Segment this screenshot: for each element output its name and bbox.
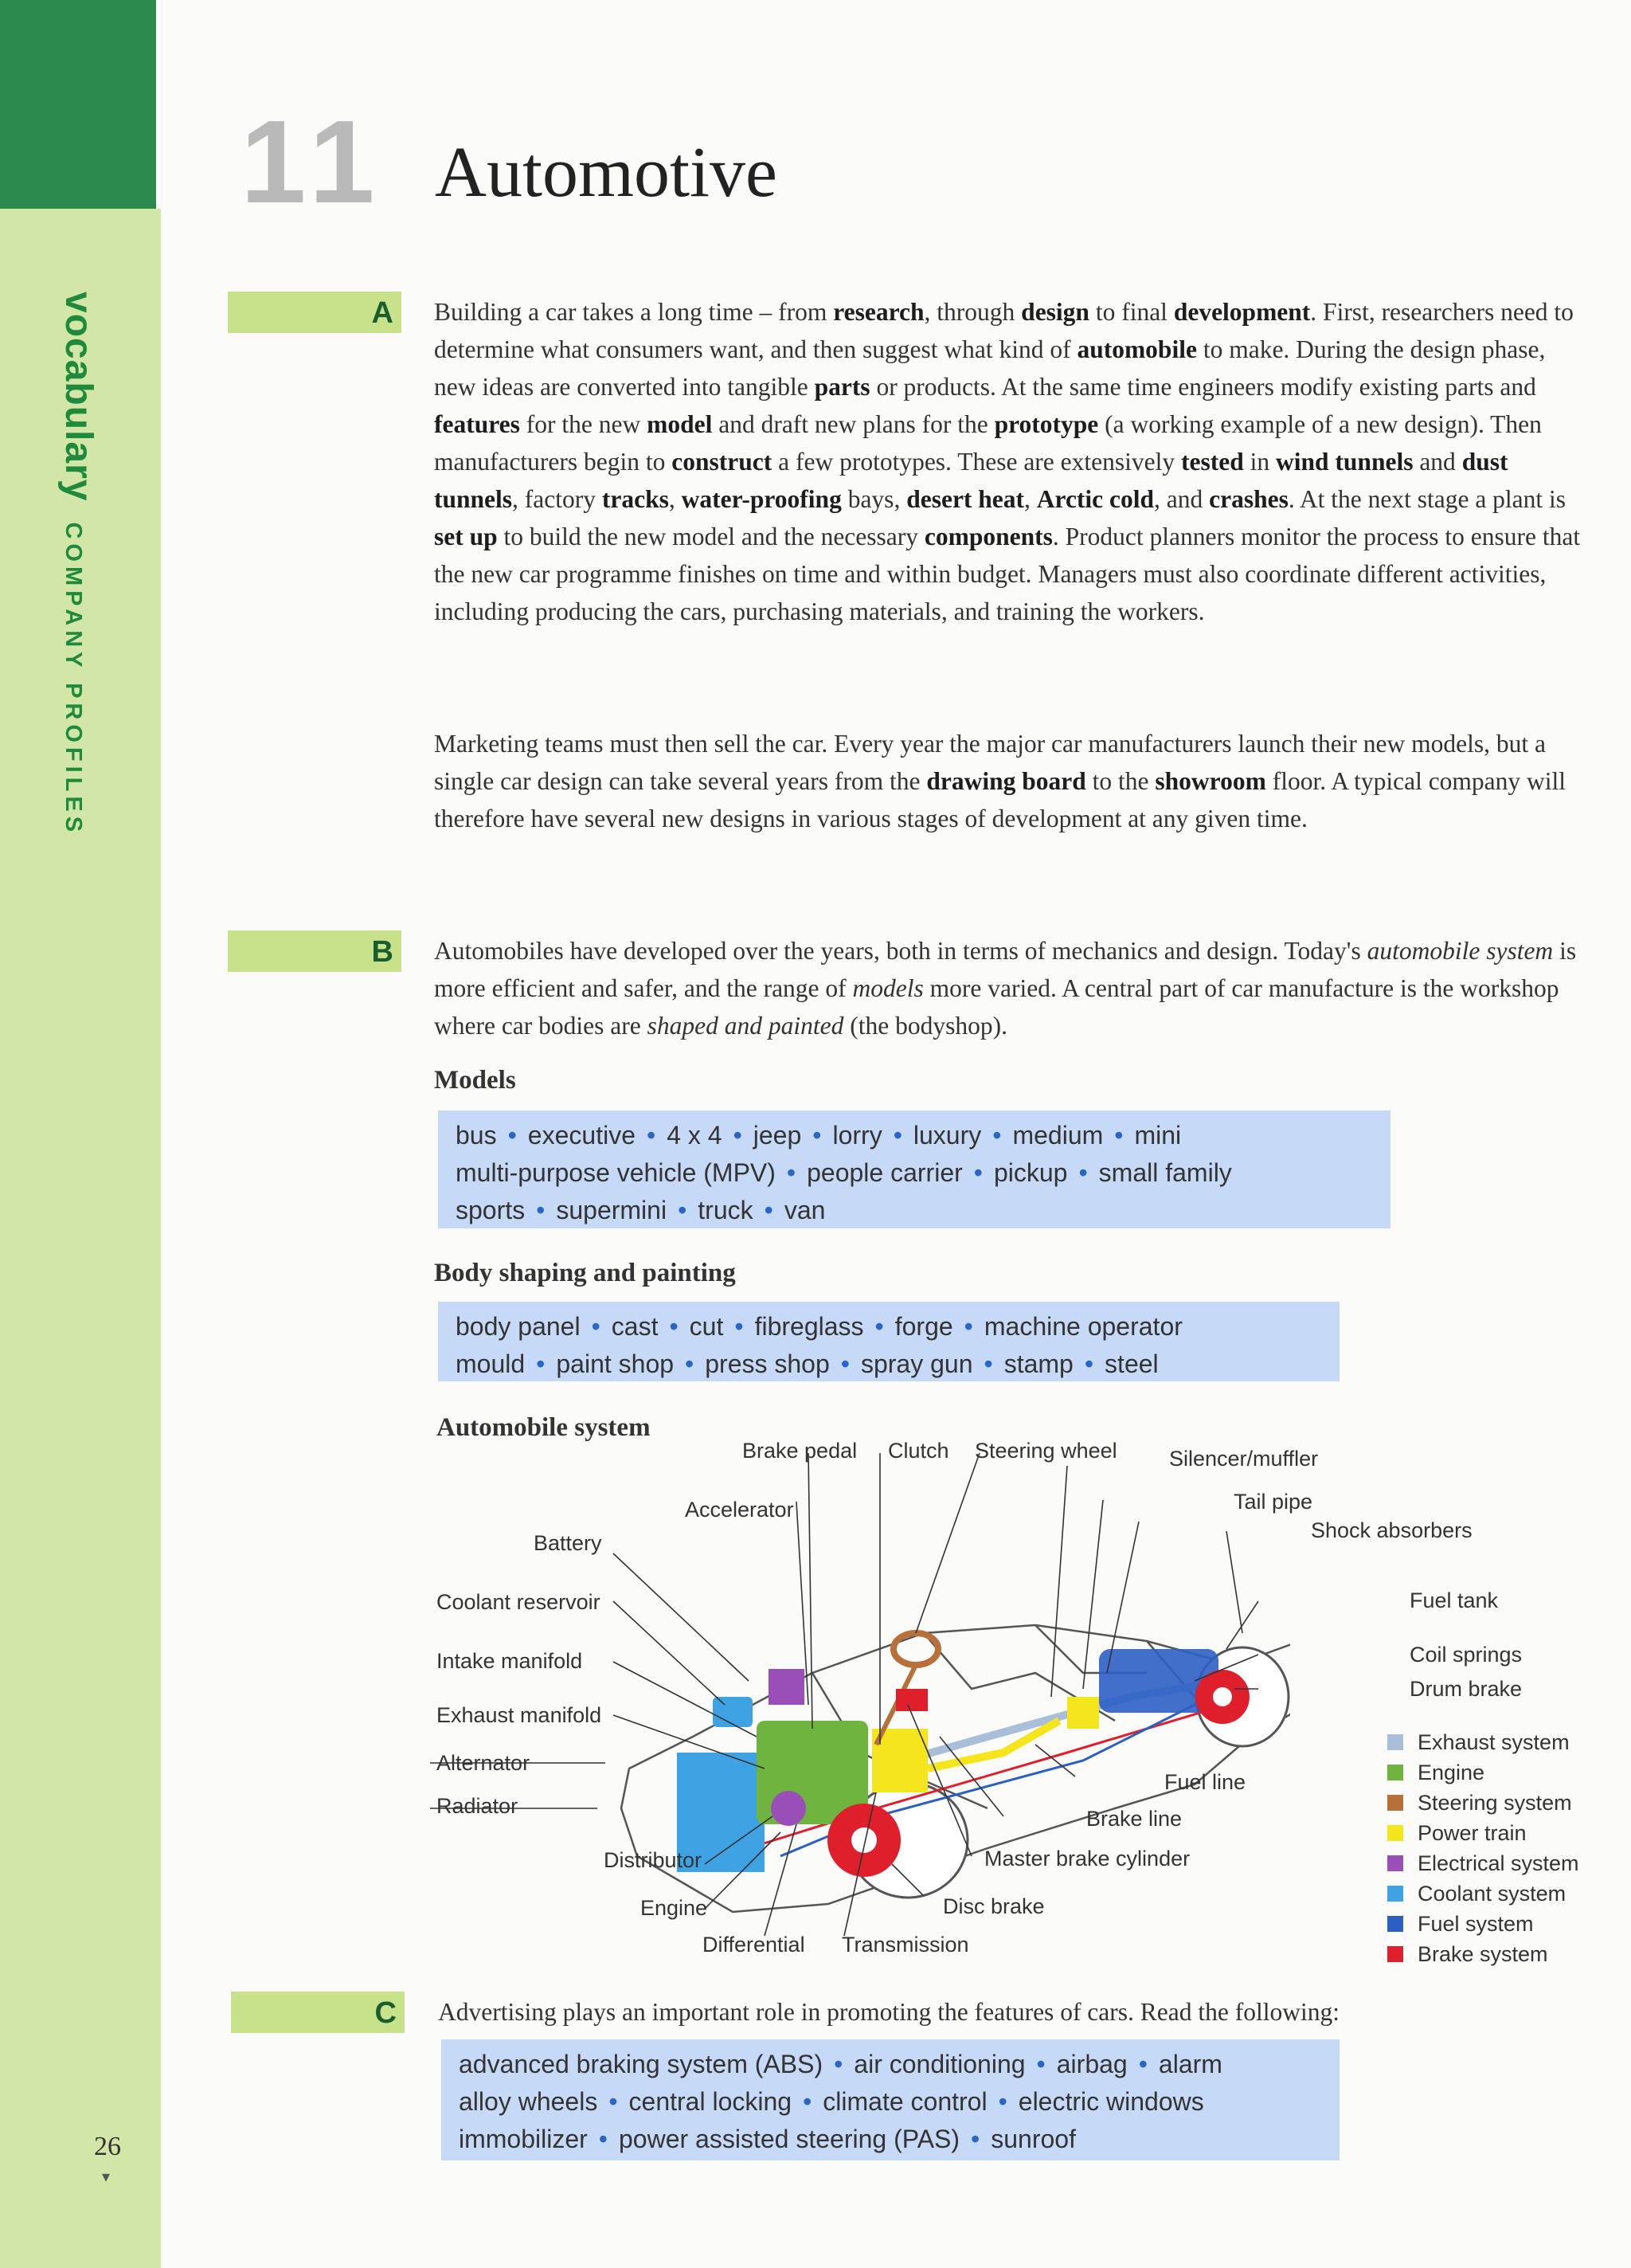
label-clutch: Clutch [888, 1439, 949, 1463]
vocab-term: alarm [1158, 2050, 1222, 2078]
bold-term: desert heat [906, 485, 1025, 513]
bold-term: tested [1181, 448, 1244, 476]
bullet-icon: • [992, 1121, 1002, 1150]
vocab-term: electric windows [1018, 2087, 1204, 2116]
vocab-line [459, 2083, 1322, 2121]
label-disc-brake: Disc brake [943, 1894, 1045, 1918]
paragraph-text: , [668, 485, 682, 513]
paragraph-text: bays, [841, 485, 907, 513]
label-coil-springs: Coil springs [1410, 1643, 1523, 1667]
page-mark-icon: ▾ [102, 2168, 111, 2186]
paragraph-text: is more efficient and safer, and the range of [434, 937, 1577, 1002]
unit-number: 11 [241, 96, 385, 228]
legend-item [1387, 1727, 1579, 1757]
alternator-shape [771, 1791, 806, 1826]
label-brake-line: Brake line [1086, 1807, 1183, 1831]
vocab-term: press shop [705, 1349, 830, 1378]
paragraph-text: (the bodyshop). [843, 1012, 1007, 1040]
bold-term: design [1021, 298, 1089, 326]
bullet-icon: • [1114, 1121, 1124, 1150]
bold-term: drawing board [926, 767, 1086, 795]
vocab-term: lorry [832, 1121, 882, 1150]
bullet-icon: • [591, 1312, 600, 1341]
section-c-marker [231, 1992, 405, 2033]
label-alternator: Alternator [436, 1751, 530, 1775]
bullet-icon: • [973, 1158, 983, 1187]
label-master-brake-cylinder: Master brake cylinder [984, 1847, 1191, 1870]
bold-term: parts [814, 373, 870, 401]
bold-term: development [1173, 298, 1311, 326]
bold-term: features [434, 410, 520, 438]
bullet-icon: • [1036, 2050, 1046, 2078]
paragraph-text: for the new [519, 410, 647, 438]
bullet-icon: • [1138, 2050, 1148, 2078]
section-b-letter: B [371, 935, 393, 969]
section-b-marker [228, 930, 401, 972]
paragraph-text: in [1243, 448, 1276, 476]
label-battery: Battery [534, 1531, 602, 1555]
bold-term: wind tunnels [1276, 448, 1414, 476]
master-cylinder-shape [896, 1689, 928, 1711]
section-a-paragraph-1 [434, 293, 1581, 630]
vocab-term: people carrier [807, 1158, 963, 1187]
bold-term: model [647, 410, 713, 438]
label-differential: Differential [702, 1933, 805, 1957]
section-a-marker [228, 292, 401, 333]
label-radiator: Radiator [436, 1794, 518, 1818]
vocab-term: executive [527, 1121, 636, 1150]
bullet-icon: • [834, 2050, 843, 2078]
label-distributor: Distributor [604, 1848, 702, 1872]
label-brake-pedal: Brake pedal [742, 1439, 858, 1463]
vocab-term: medium [1012, 1121, 1104, 1150]
vocab-term: fibreglass [754, 1312, 864, 1341]
bullet-icon: • [971, 2125, 980, 2153]
bold-term: automobile [1077, 335, 1197, 363]
legend-swatch [1387, 1946, 1403, 1962]
bullet-icon: • [786, 1158, 796, 1187]
legend-swatch [1387, 1855, 1403, 1871]
vocab-term: advanced braking system (ABS) [459, 2050, 823, 2078]
bullet-icon: • [1084, 1349, 1094, 1378]
paragraph-text: to final [1089, 298, 1174, 326]
label-silencer-muffler: Silencer/muffler [1169, 1447, 1319, 1471]
label-fuel-line: Fuel line [1164, 1770, 1246, 1794]
vocab-term: mould [456, 1349, 526, 1378]
paragraph-text: to the [1085, 767, 1156, 795]
paragraph-text: . At the next stage a plant is [1288, 485, 1566, 513]
sidebar-section-name: COMPANY PROFILES [61, 522, 86, 837]
paragraph-text: to make. During the design phase, new ideas are converted into tangible [434, 335, 1546, 401]
vocab-term: steel [1105, 1349, 1159, 1378]
vocab-term: machine operator [984, 1312, 1183, 1341]
paragraph-text: . First, researchers need to determine what consumers want, and then suggest what kind of [434, 298, 1574, 363]
paragraph-text: Automobiles have developed over the years, both in terms of mechanics and design. Today's [434, 937, 1367, 965]
vocab-term: small family [1098, 1158, 1232, 1187]
bullet-icon: • [598, 2125, 608, 2153]
label-drum-brake: Drum brake [1410, 1677, 1523, 1701]
bold-term: research [833, 298, 925, 326]
legend-item [1387, 1878, 1579, 1909]
legend-item [1387, 1848, 1579, 1878]
section-c-intro: Advertising plays an important role in promoting the features of cars. Read the following: [438, 1998, 1340, 2026]
vocab-term: multi-purpose vehicle (MPV) [456, 1158, 776, 1187]
vocab-term: body panel [456, 1312, 581, 1341]
bullet-icon: • [964, 1312, 973, 1341]
automobile-system-heading: Automobile system [436, 1413, 651, 1442]
legend-item [1387, 1939, 1579, 1969]
bold-term: components [924, 523, 1053, 550]
legend-swatch [1387, 1765, 1403, 1780]
legend-label: Electrical system [1418, 1851, 1579, 1875]
bold-term: showroom [1155, 767, 1266, 795]
label-steering-wheel: Steering wheel [975, 1439, 1117, 1463]
bold-term: water-proofing [681, 485, 842, 513]
vocab-term: cast [611, 1312, 659, 1341]
italic-term: shaped and painted [647, 1012, 844, 1040]
vocab-line [456, 1192, 1373, 1229]
bullet-icon: • [812, 1121, 822, 1150]
vocab-term: van [784, 1196, 826, 1224]
bullet-icon: • [678, 1196, 687, 1224]
bullet-icon: • [1078, 1158, 1088, 1187]
paragraph-text: (a working example of a new design). Then manufacturers begin to [434, 410, 1542, 476]
sidebar-vocabulary: vocabulary [57, 292, 100, 502]
vocab-term: jeep [753, 1121, 802, 1150]
page-title: Automotive [435, 133, 777, 212]
legend-swatch [1387, 1886, 1403, 1902]
features-vocab-box [441, 2039, 1340, 2160]
vocab-term: sunroof [991, 2125, 1076, 2153]
legend-label: Power train [1418, 1820, 1527, 1845]
vocab-term: spray gun [860, 1349, 973, 1378]
vocab-term: sports [456, 1196, 526, 1224]
bullet-icon: • [608, 2087, 618, 2116]
label-shock-absorbers: Shock absorbers [1311, 1518, 1473, 1542]
vocab-line [456, 1346, 1322, 1383]
vocab-term: paint shop [556, 1349, 675, 1378]
vocab-term: luxury [913, 1121, 982, 1150]
section-c-letter: C [374, 1996, 397, 2030]
legend-item [1387, 1909, 1579, 1939]
label-exhaust-manifold: Exhaust manifold [436, 1703, 602, 1727]
paragraph-text: , and [1154, 485, 1210, 513]
bold-term: tracks [601, 485, 669, 513]
body-shaping-heading: Body shaping and painting [434, 1259, 736, 1287]
bullet-icon: • [734, 1312, 744, 1341]
vocab-term: alloy wheels [459, 2087, 598, 2116]
label-fuel-tank: Fuel tank [1410, 1588, 1499, 1612]
bullet-icon: • [536, 1196, 546, 1224]
legend-label: Engine [1418, 1760, 1485, 1784]
bold-term: crashes [1209, 485, 1289, 513]
paragraph-text: to build the new model and the necessary [497, 523, 925, 550]
bullet-icon: • [803, 2087, 812, 2116]
vocab-term: 4 x 4 [667, 1121, 722, 1150]
legend-label: Brake system [1418, 1941, 1548, 1966]
bullet-icon: • [984, 1349, 993, 1378]
bullet-icon: • [646, 1121, 656, 1150]
bold-term: Arctic cold [1036, 485, 1155, 513]
bullet-icon: • [998, 2087, 1007, 2116]
vocab-term: supermini [556, 1196, 667, 1224]
bullet-icon: • [764, 1196, 773, 1224]
vocab-line [456, 1117, 1373, 1154]
legend-label: Exhaust system [1418, 1729, 1570, 1754]
legend-swatch [1387, 1825, 1403, 1841]
system-legend [1387, 1727, 1579, 1969]
paragraph-text: and draft new plans for the [712, 410, 995, 438]
vocab-term: central locking [628, 2087, 792, 2116]
legend-swatch [1387, 1734, 1403, 1750]
vocab-term: truck [698, 1196, 753, 1224]
differential-shape [1067, 1697, 1099, 1729]
vocab-line [459, 2121, 1322, 2158]
vocab-term: airbag [1056, 2050, 1128, 2078]
paragraph-text: or products. At the same time engineers modify existing parts and [870, 373, 1536, 401]
bullet-icon: • [874, 1312, 884, 1341]
paragraph-text: floor. A typical company will therefore have several new designs in various stages of development at any given time. [434, 767, 1566, 832]
models-vocab-box [438, 1110, 1390, 1228]
paragraph-text: , factory [512, 485, 602, 513]
paragraph-text: a few prototypes. These are extensively [772, 448, 1181, 476]
vocab-term: climate control [823, 2087, 988, 2116]
disc-brake-hub [851, 1827, 877, 1853]
legend-swatch [1387, 1795, 1403, 1811]
vocab-term: air conditioning [854, 2050, 1026, 2078]
legend-label: Coolant system [1418, 1881, 1566, 1906]
sidebar-label [57, 292, 100, 836]
vocab-term: stamp [1003, 1349, 1074, 1378]
label-accelerator: Accelerator [685, 1498, 794, 1522]
legend-label: Fuel system [1418, 1911, 1534, 1936]
paragraph-text: , through [924, 298, 1022, 326]
coolant-reservoir-shape [713, 1697, 753, 1727]
bold-term: prototype [994, 410, 1099, 438]
label-transmission: Transmission [842, 1933, 969, 1957]
paragraph-text: more varied. A central part of car manufacture is the workshop where car bodies are [434, 974, 1559, 1040]
bullet-icon: • [536, 1349, 546, 1378]
vocab-term: power assisted steering (PAS) [619, 2125, 960, 2153]
legend-item [1387, 1757, 1579, 1788]
italic-term: automobile system [1367, 937, 1554, 965]
bullet-icon: • [685, 1349, 694, 1378]
section-b-intro [434, 932, 1581, 1044]
legend-item [1387, 1788, 1579, 1818]
bullet-icon: • [507, 1121, 517, 1150]
body-shaping-vocab-box [438, 1302, 1340, 1381]
label-tail-pipe-page: Tail pipe [1234, 1490, 1313, 1514]
bold-term: construct [671, 448, 772, 476]
vocab-term: immobilizer [459, 2125, 588, 2153]
battery-shape [769, 1669, 804, 1705]
vocab-term: pickup [993, 1158, 1068, 1187]
models-heading: Models [434, 1066, 516, 1095]
bold-term: dust tunnels [434, 448, 1508, 513]
paragraph-text: and [1413, 448, 1462, 476]
paragraph-text: . Product planners monitor the process to ensure that the new car programme finishes on time and within budget. Managers must also coordinate different activities, including producing the cars, purchasing materials, and training the workers. [434, 523, 1581, 625]
sidebar-header-block [0, 0, 156, 209]
bullet-icon: • [733, 1121, 742, 1150]
vocab-line [456, 1154, 1373, 1192]
bullet-icon: • [893, 1121, 902, 1150]
vocab-term: mini [1134, 1121, 1182, 1150]
drum-brake-hub [1213, 1687, 1232, 1706]
legend-label: Steering system [1418, 1790, 1572, 1815]
vocab-line [459, 2046, 1322, 2083]
steering-wheel-shape [894, 1633, 938, 1665]
label-engine: Engine [640, 1896, 708, 1920]
paragraph-text: Building a car takes a long time – from [434, 298, 834, 326]
vocab-term: forge [894, 1312, 953, 1341]
section-a-paragraph-2 [434, 725, 1581, 837]
bullet-icon: • [840, 1349, 850, 1378]
italic-term: models [852, 974, 924, 1002]
legend-swatch [1387, 1916, 1403, 1932]
paragraph-text: Marketing teams must then sell the car. Every year the major car manufacturers launch their new models, but a single car design can take several years from the [434, 730, 1546, 795]
label-intake-manifold: Intake manifold [436, 1649, 583, 1673]
legend-item [1387, 1818, 1579, 1848]
bold-term: set up [434, 523, 498, 550]
bullet-icon: • [669, 1312, 679, 1341]
paragraph-text: , [1024, 485, 1037, 513]
vocab-term: bus [456, 1121, 497, 1150]
vocab-line [456, 1308, 1322, 1346]
page-number: 26 [94, 2132, 121, 2161]
vocab-term: cut [689, 1312, 724, 1341]
label-coolant-reservoir: Coolant reservoir [436, 1590, 600, 1614]
section-a-letter: A [371, 296, 393, 330]
